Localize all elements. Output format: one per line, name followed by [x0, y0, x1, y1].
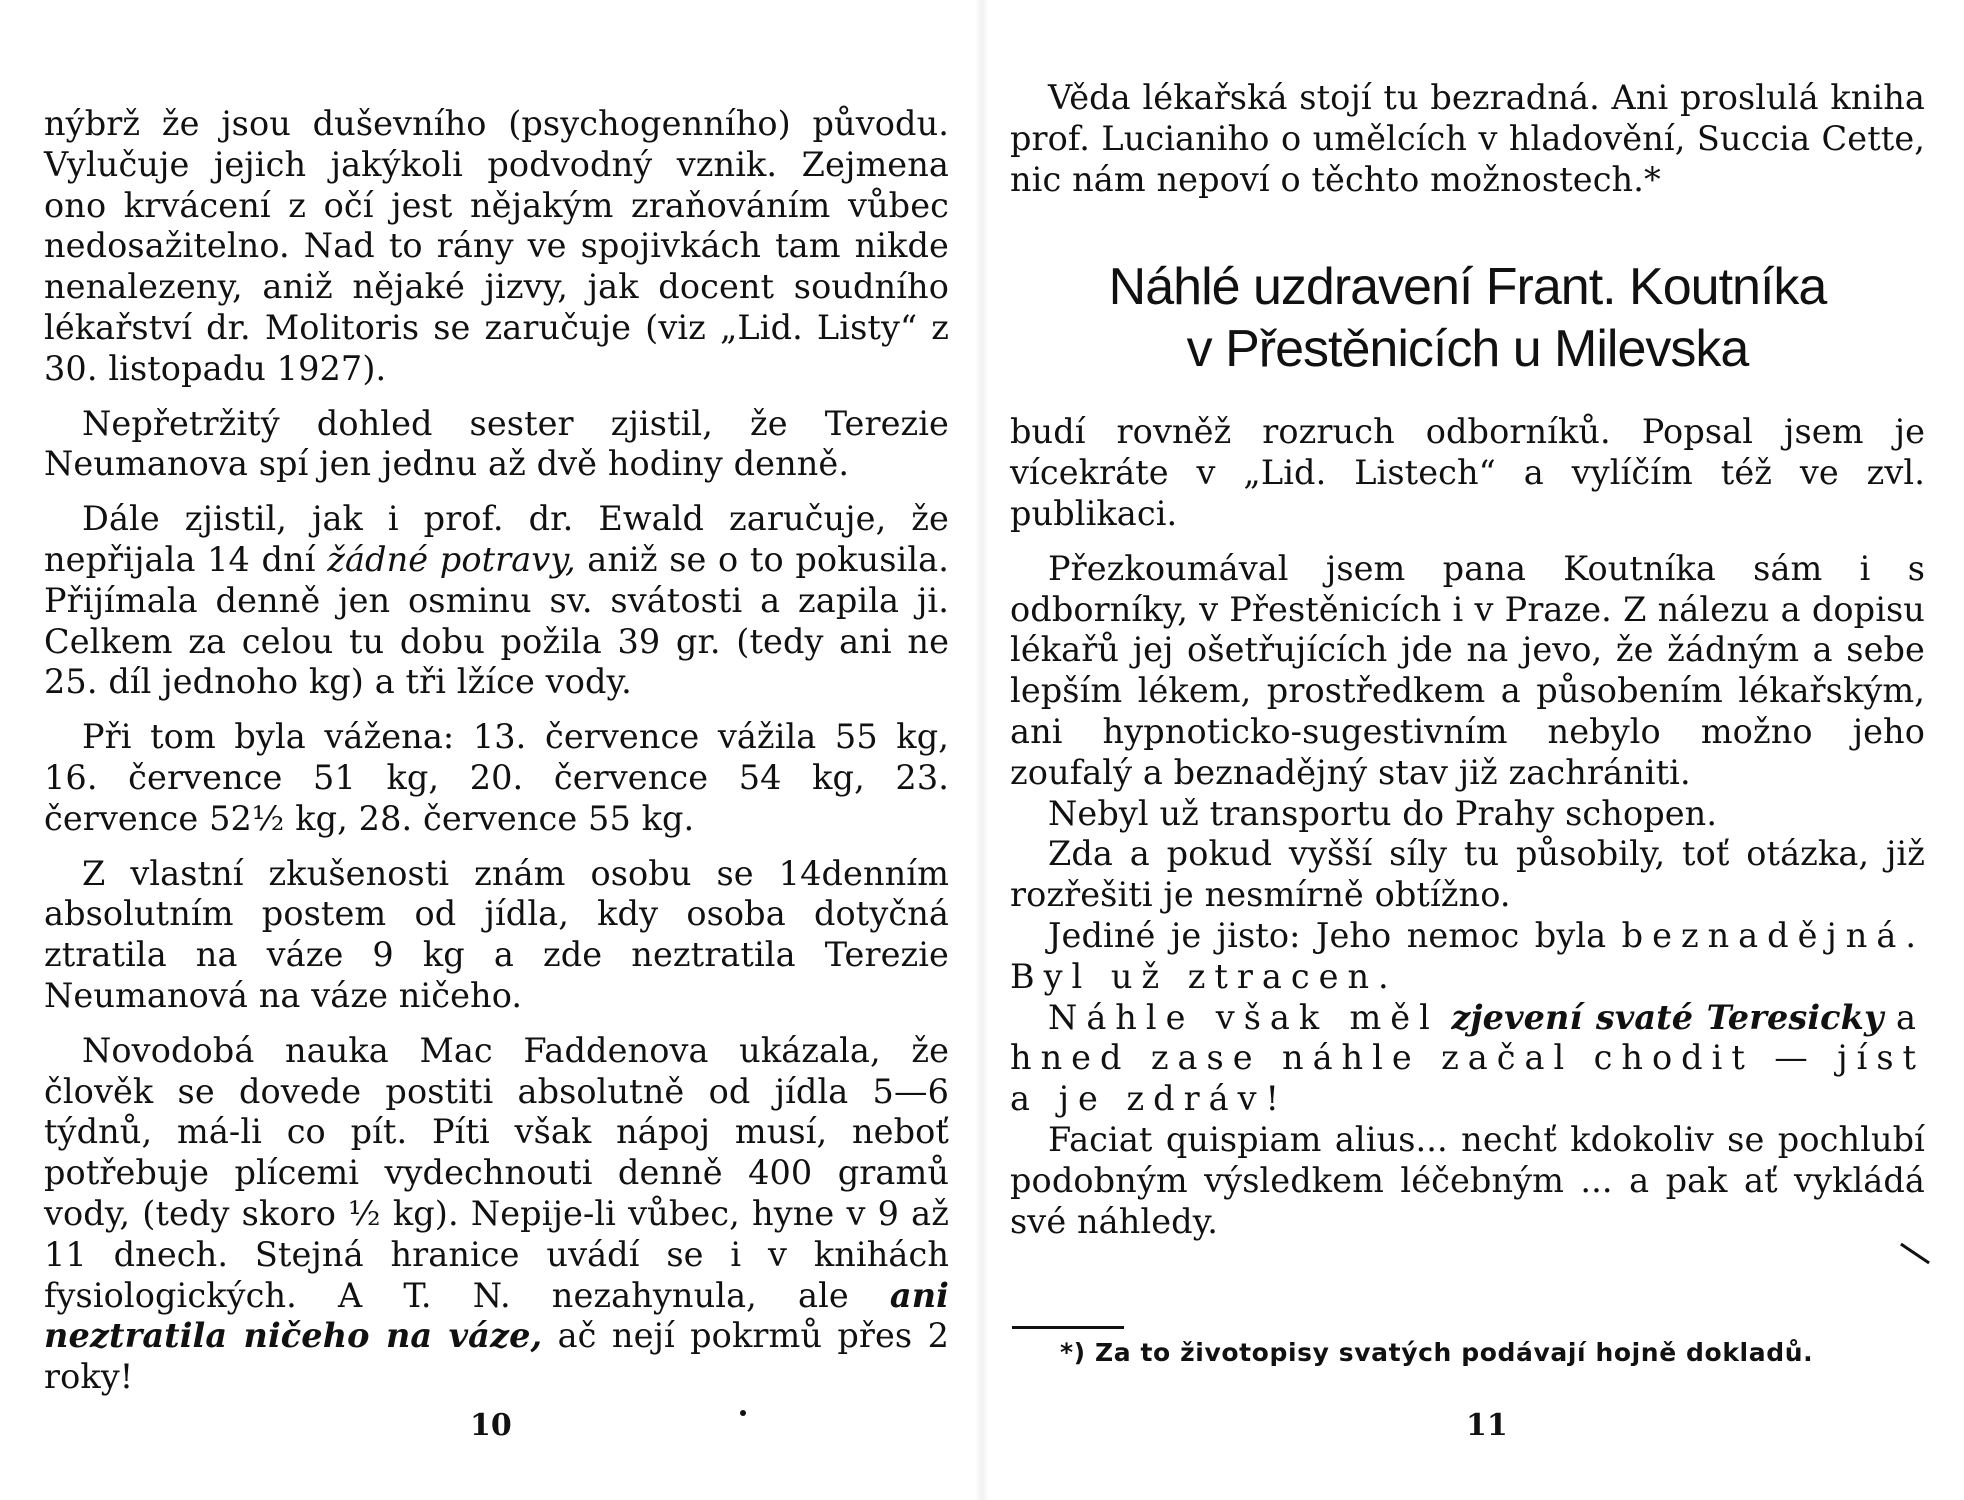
paragraph-own-experience: Z vlastní zkušenosti znám osobu se 14denním absolutním postem od jídla, kdy osoba dotyčná ztratila na váze 9 kg a zde neztratila Terezie Neumanová na váze ničeho.: [44, 853, 949, 1015]
paragraph-examination: Přezkoumával jsem pana Koutníka sám i s odborníky, v Přestěnicích i v Praze. Z nálezu a dopisu lékařů jej ošetřujících jde na jevo, že žádným a sebe lepším lékem, prostředkem a působením lékařským, ani hypnoticko-sugestivním nebylo možno jeho zoufalý a beznadějný stav již zachrániti.: [1010, 548, 1925, 792]
ewald-text-start: Dále zjistil, jak i prof. dr. Ewald zaručuje, že nepřijala 14 dní: [44, 499, 949, 579]
mac-fadden-emphasis: ani neztratila ničeho na váze,: [44, 1275, 949, 1356]
paragraph-hopeless: [1010, 916, 1925, 998]
paragraph-ewald-fasting: [44, 499, 949, 703]
paragraph-weight-record: Při tom byla vážena: 13. července vážila 55 kg, 16. července 51 kg, 20. července 54 kg, 23. července 52½ kg, 28. července 55 kg.: [44, 717, 949, 838]
section-heading: [1010, 256, 1925, 380]
paragraph-psychogenic-origin: nýbrž že jsou duševního (psychogenního) původu. Vylučuje jejich jakýkoli podvodný vznik. Zejmena ono krvácení z očí jest nějakým zraňováním vůbec nedosažitelno. Nad to rány ve spojivkách tam nikde nenalezeny, aniž nějaké jizvy, jak docent soudního lékařství dr. Molitoris se zaručuje (viz „Lid. Listy“ z 30. listopadu 1927).: [44, 104, 949, 388]
paragraph-sleep: Nepřetržitý dohled sester zjistil, že Terezie Neumanova spí jen jednu až dvě hodiny denně.: [44, 403, 949, 484]
page-number-right: 11: [1466, 1408, 1508, 1443]
paragraph-faciat: Faciat quispiam alius... nechť kdokoliv se pochlubí podobným výsledkem léčebným ... a pak ať vykládá své náhledy.: [1010, 1119, 1925, 1241]
ewald-text-end: aniž se o to pokusila. Přijímala denně jen osminu sv. svátosti a zapila ji. Celkem za celou tu dobu požila 39 gr. (tedy ani ne 25. díl jednoho kg) a tři lžíce vody.: [44, 539, 949, 702]
paragraph-sudden-recovery: [1010, 998, 1925, 1120]
mac-fadden-text-start: Novodobá nauka Mac Faddenova ukázala, že člověk se dovede postiti absolutně od jídla 5—6 týdnů, má-li co pít. Píti však nápoj musí, neboť potřebuje plícemi vydechnouti denně 400 gramů vody, (tedy skoro ½ kg). Nepije-li vůbec, hyne v 9 až 11 dnech. Stejná hranice uvádí se i v knihách fysiologických. A T. N. nezahynula, ale: [44, 1030, 949, 1315]
heading-line-1: Náhlé uzdravení Frant. Koutníka: [1108, 258, 1827, 317]
paragraph-higher-forces: Zda a pokud vyšší síly tu působily, toť otázka, již rozřešiti je nesmírně obtížno.: [1010, 834, 1925, 915]
left-text-column: [44, 104, 949, 1412]
hopeless-spaced: beznadějná. Byl už ztracen.: [1010, 915, 1925, 996]
hopeless-lead: Jediné je jisto: Jeho nemoc byla: [1048, 915, 1622, 955]
ink-speck: [740, 1410, 746, 1416]
apparition-emphasis: zjevení svaté Teresicky: [1451, 997, 1884, 1037]
footnote: *) Za to životopisy svatých podávají hojně dokladů.: [1060, 1338, 1814, 1367]
page-number-left: 10: [470, 1408, 512, 1443]
paragraph-transport: Nebyl už transportu do Prahy schopen.: [1048, 793, 1718, 833]
recovery-spaced: a hned zase náhle začal chodit — jíst a je zdráv!: [1010, 997, 1925, 1119]
heading-line-2: v Přestěnicích u Milevska: [1186, 320, 1749, 379]
right-text-column: [1010, 78, 1925, 1256]
ewald-emphasis: žádné potravy,: [327, 539, 576, 579]
right-page: [982, 0, 1964, 1500]
paragraph-stir-among-experts: budí rovněž rozruch odborníků. Popsal jsem je vícekráte v „Lid. Listech“ a vylíčím též ve zvl. publikaci.: [1010, 412, 1925, 533]
paragraph-mac-fadden: [44, 1031, 949, 1398]
paragraph-medical-science: Věda lékařská stojí tu bezradná. Ani proslulá kniha prof. Lucianiho o umělcích v hladovění, Succia Cette, nic nám nepoví o těchto možnostech.*: [1010, 78, 1925, 199]
footnote-rule: [1012, 1326, 1124, 1329]
mac-fadden-text-end: ač nejí pokrmů přes 2 roky!: [44, 1316, 949, 1397]
sudden-spaced: Náhle však měl: [1048, 997, 1439, 1037]
